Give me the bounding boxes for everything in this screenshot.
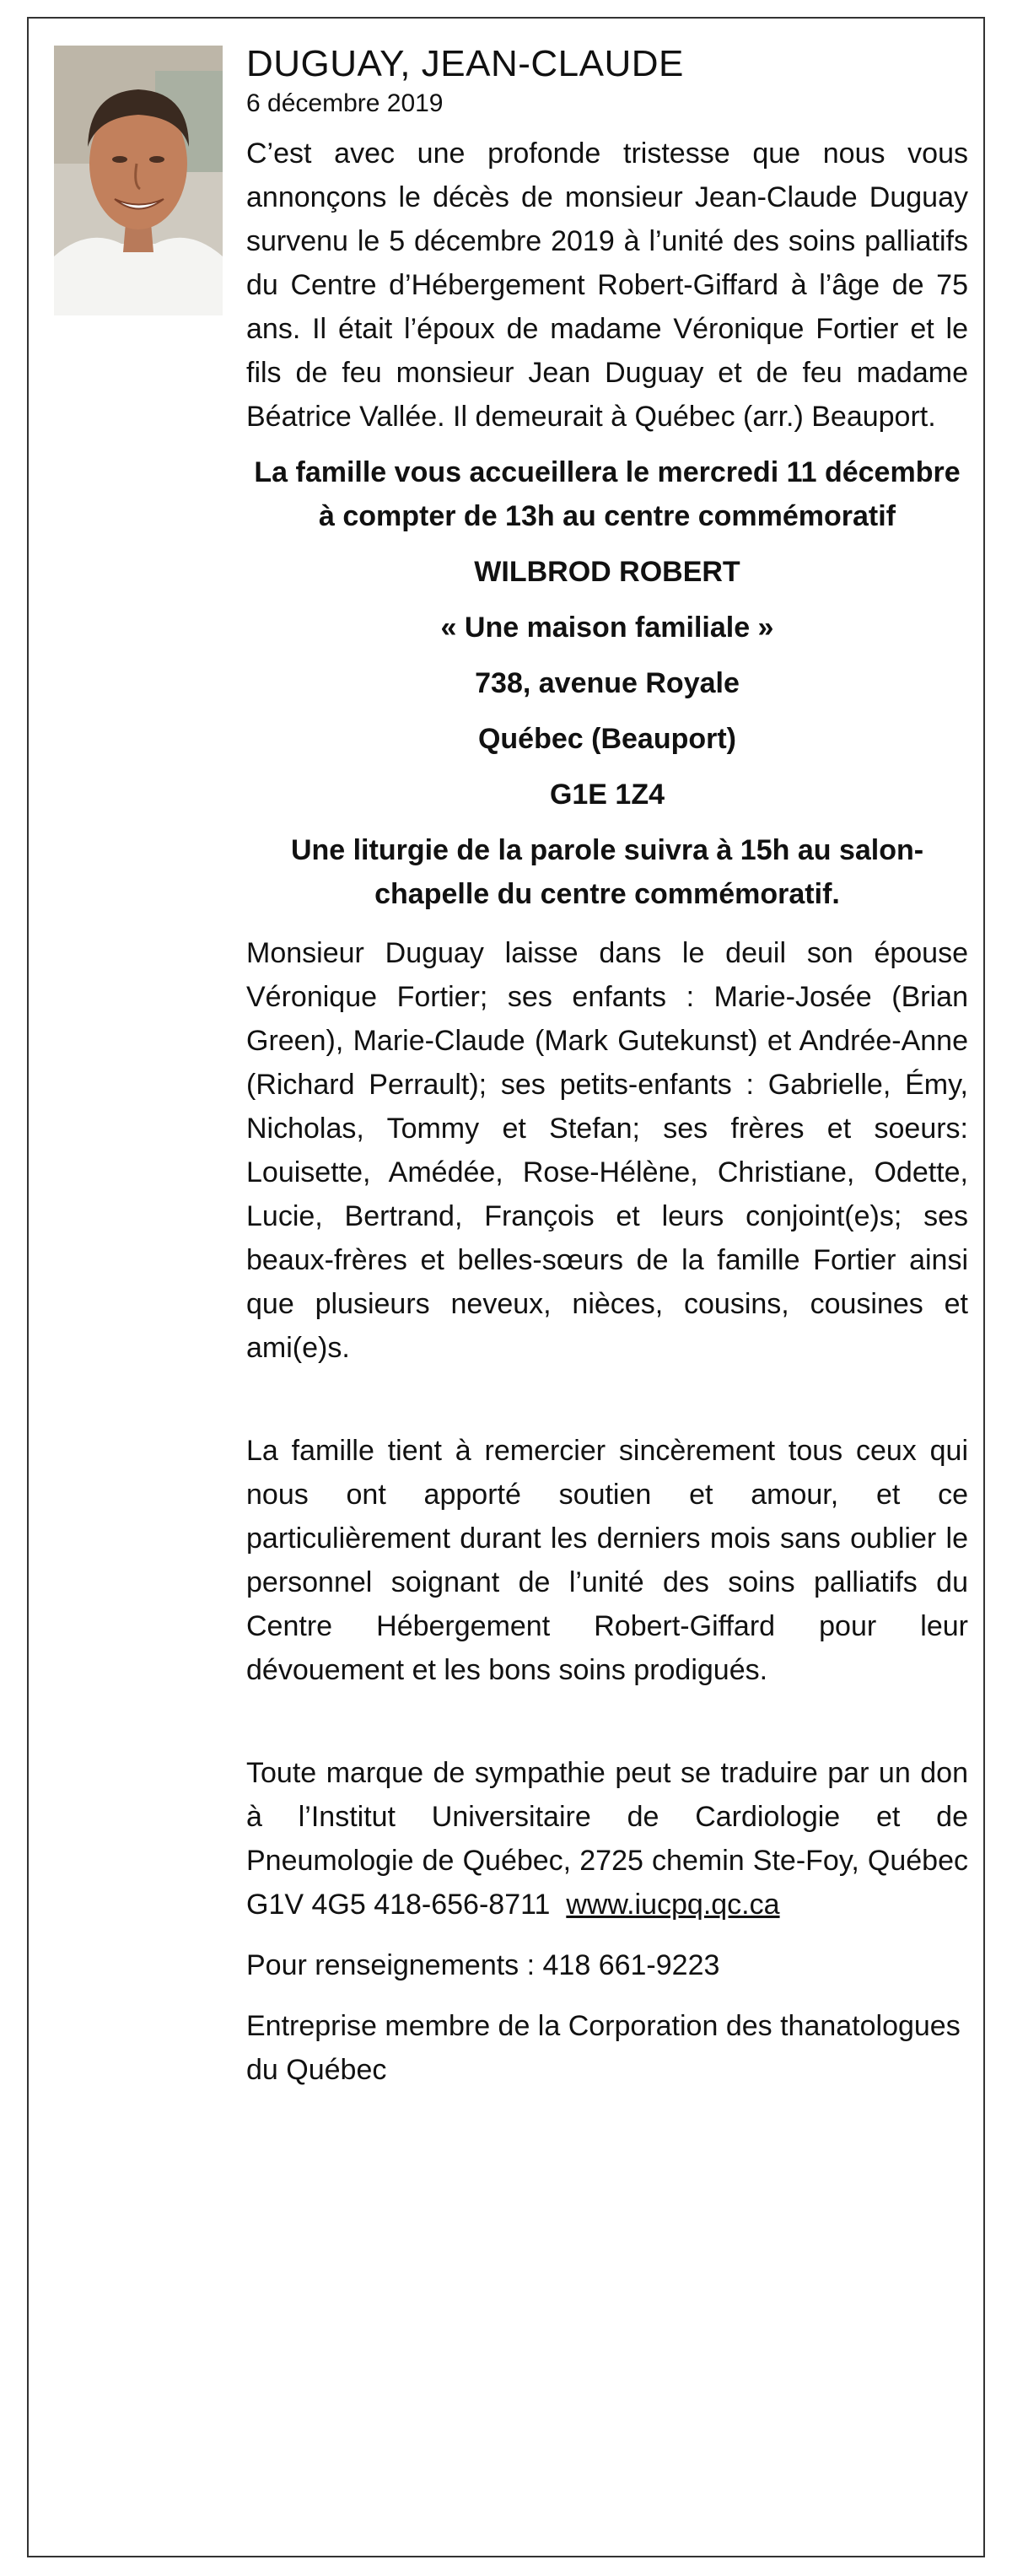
deceased-name: DUGUAY, JEAN-CLAUDE — [246, 43, 684, 84]
funeral-home-slogan: « Une maison familiale » — [440, 612, 774, 644]
address-street: 738, avenue Royale — [475, 667, 740, 699]
thanks-paragraph: La famille tient à remercier sincèrement tous ceux qui nous ont apporté soutien et amour, et ce particulièrement durant les derniers mois sans oublier le personnel soignant de l’unité des soins palliatifs du Centre Hébergement Robert-Giffard pour leur dévouement et les bons soins prodigués. — [246, 1435, 968, 1686]
donation-text: Toute marque de sympathie peut se traduire par un don à l’Institut Universitaire de Cardiologie et de Pneumologie de Québec, 2725 chemin Ste-Foy, Québec G1V 4G5 418-656-8711 — [246, 1757, 968, 1921]
postal-code: G1E 1Z4 — [549, 779, 665, 811]
funeral-home-name: WILBROD ROBERT — [474, 556, 740, 588]
survivors-paragraph: Monsieur Duguay laisse dans le deuil son épouse Véronique Fortier; ses enfants : Marie-Josée (Brian Green), Marie-Claude (Mark Gutekunst) et Andrée-Anne (Richard Perrault); ses petits-enfants : Gabrielle, Émy, Nicholas, Tommy et Stefan; ses frères et soeurs: Louisette, Amédée, Rose-Hélène, Christiane, Odette, Lucie, Bertrand, François et leurs conjoint(e)s; ses beaux-frères et belles-sœurs de la famille Fortier ainsi que plusieurs neveux, nièces, cousins, cousines et ami(e)s. — [246, 937, 968, 1364]
info-phone: Pour renseignements : 418 661-9223 — [246, 1949, 720, 1981]
donation-paragraph — [246, 1751, 968, 1927]
visitation-notice: La famille vous accueillera le mercredi 11 décembre à compter de 13h au centre commémoratif — [254, 456, 961, 532]
publication-date: 6 décembre 2019 — [246, 89, 444, 117]
intro-paragraph: C’est avec une profonde tristesse que nous vous annonçons le décès de monsieur Jean-Claude Duguay survenu le 5 décembre 2019 à l’unité des soins palliatifs du Centre d’Hébergement Robert-Giffard à l’âge de 75 ans. Il était l’époux de madame Véronique Fortier et le fils de feu monsieur Jean Duguay et de feu madame Béatrice Vallée. Il demeurait à Québec (arr.) Beauport. — [246, 137, 968, 433]
liturgy-notice: Une liturgie de la parole suivra à 15h au salon-chapelle du centre commémoratif. — [290, 834, 924, 910]
portrait-photo — [54, 46, 223, 315]
membership-notice: Entreprise membre de la Corporation des thanatologues du Québec — [246, 2010, 961, 2086]
obituary-content — [246, 40, 968, 2092]
iucpq-link[interactable]: www.iucpq.qc.ca — [566, 1889, 780, 1921]
address-city: Québec (Beauport) — [477, 723, 737, 755]
